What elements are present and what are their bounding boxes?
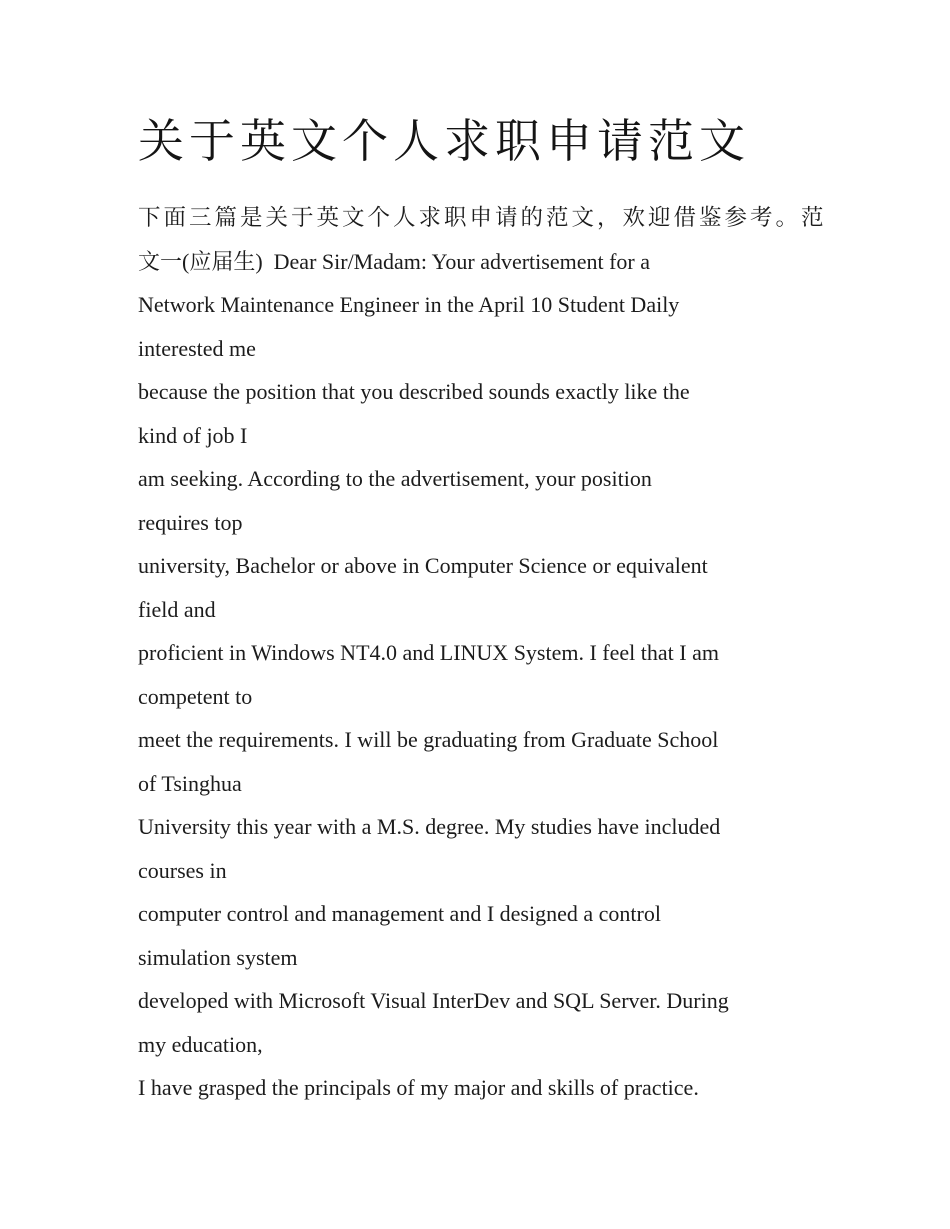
text-line: am seeking. According to the advertisement, your position — [138, 466, 652, 492]
text-line: competent to — [138, 683, 253, 709]
text-line: 下面三篇是关于英文个人求职申请的范文，欢迎借鉴参考。范 — [138, 205, 827, 231]
text-line: courses in — [138, 857, 227, 883]
text-line: University this year with a M.S. degree. My studies have included — [138, 814, 721, 840]
text-line: Network Maintenance Engineer in the April 10 Student Daily — [138, 292, 680, 318]
text-line: interested me — [138, 335, 256, 361]
text-line: computer control and management and I designed a control — [138, 901, 661, 927]
document-title: 关于英文个人求职申请范文 — [138, 116, 750, 167]
text-line: field and — [138, 596, 216, 622]
text-line: I have grasped the principals of my major and skills of practice. — [138, 1075, 699, 1101]
text-line: university, Bachelor or above in Computer Science or equivalent — [138, 553, 708, 579]
text-line: 文一(应届生) Dear Sir/Madam: Your advertisement for a — [138, 248, 651, 274]
text-line: kind of job I — [138, 422, 248, 448]
text-line: of Tsinghua — [138, 770, 242, 796]
text-line: proficient in Windows NT4.0 and LINUX System. I feel that I am — [138, 640, 719, 666]
text-line: meet the requirements. I will be graduating from Graduate School — [138, 727, 719, 753]
text-line: my education, — [138, 1031, 263, 1057]
text-line: requires top — [138, 509, 243, 535]
text-line: simulation system — [138, 944, 298, 970]
text-line: developed with Microsoft Visual InterDev and SQL Server. During — [138, 988, 729, 1014]
document-body — [138, 196, 827, 1110]
text-line: because the position that you described sounds exactly like the — [138, 379, 690, 405]
